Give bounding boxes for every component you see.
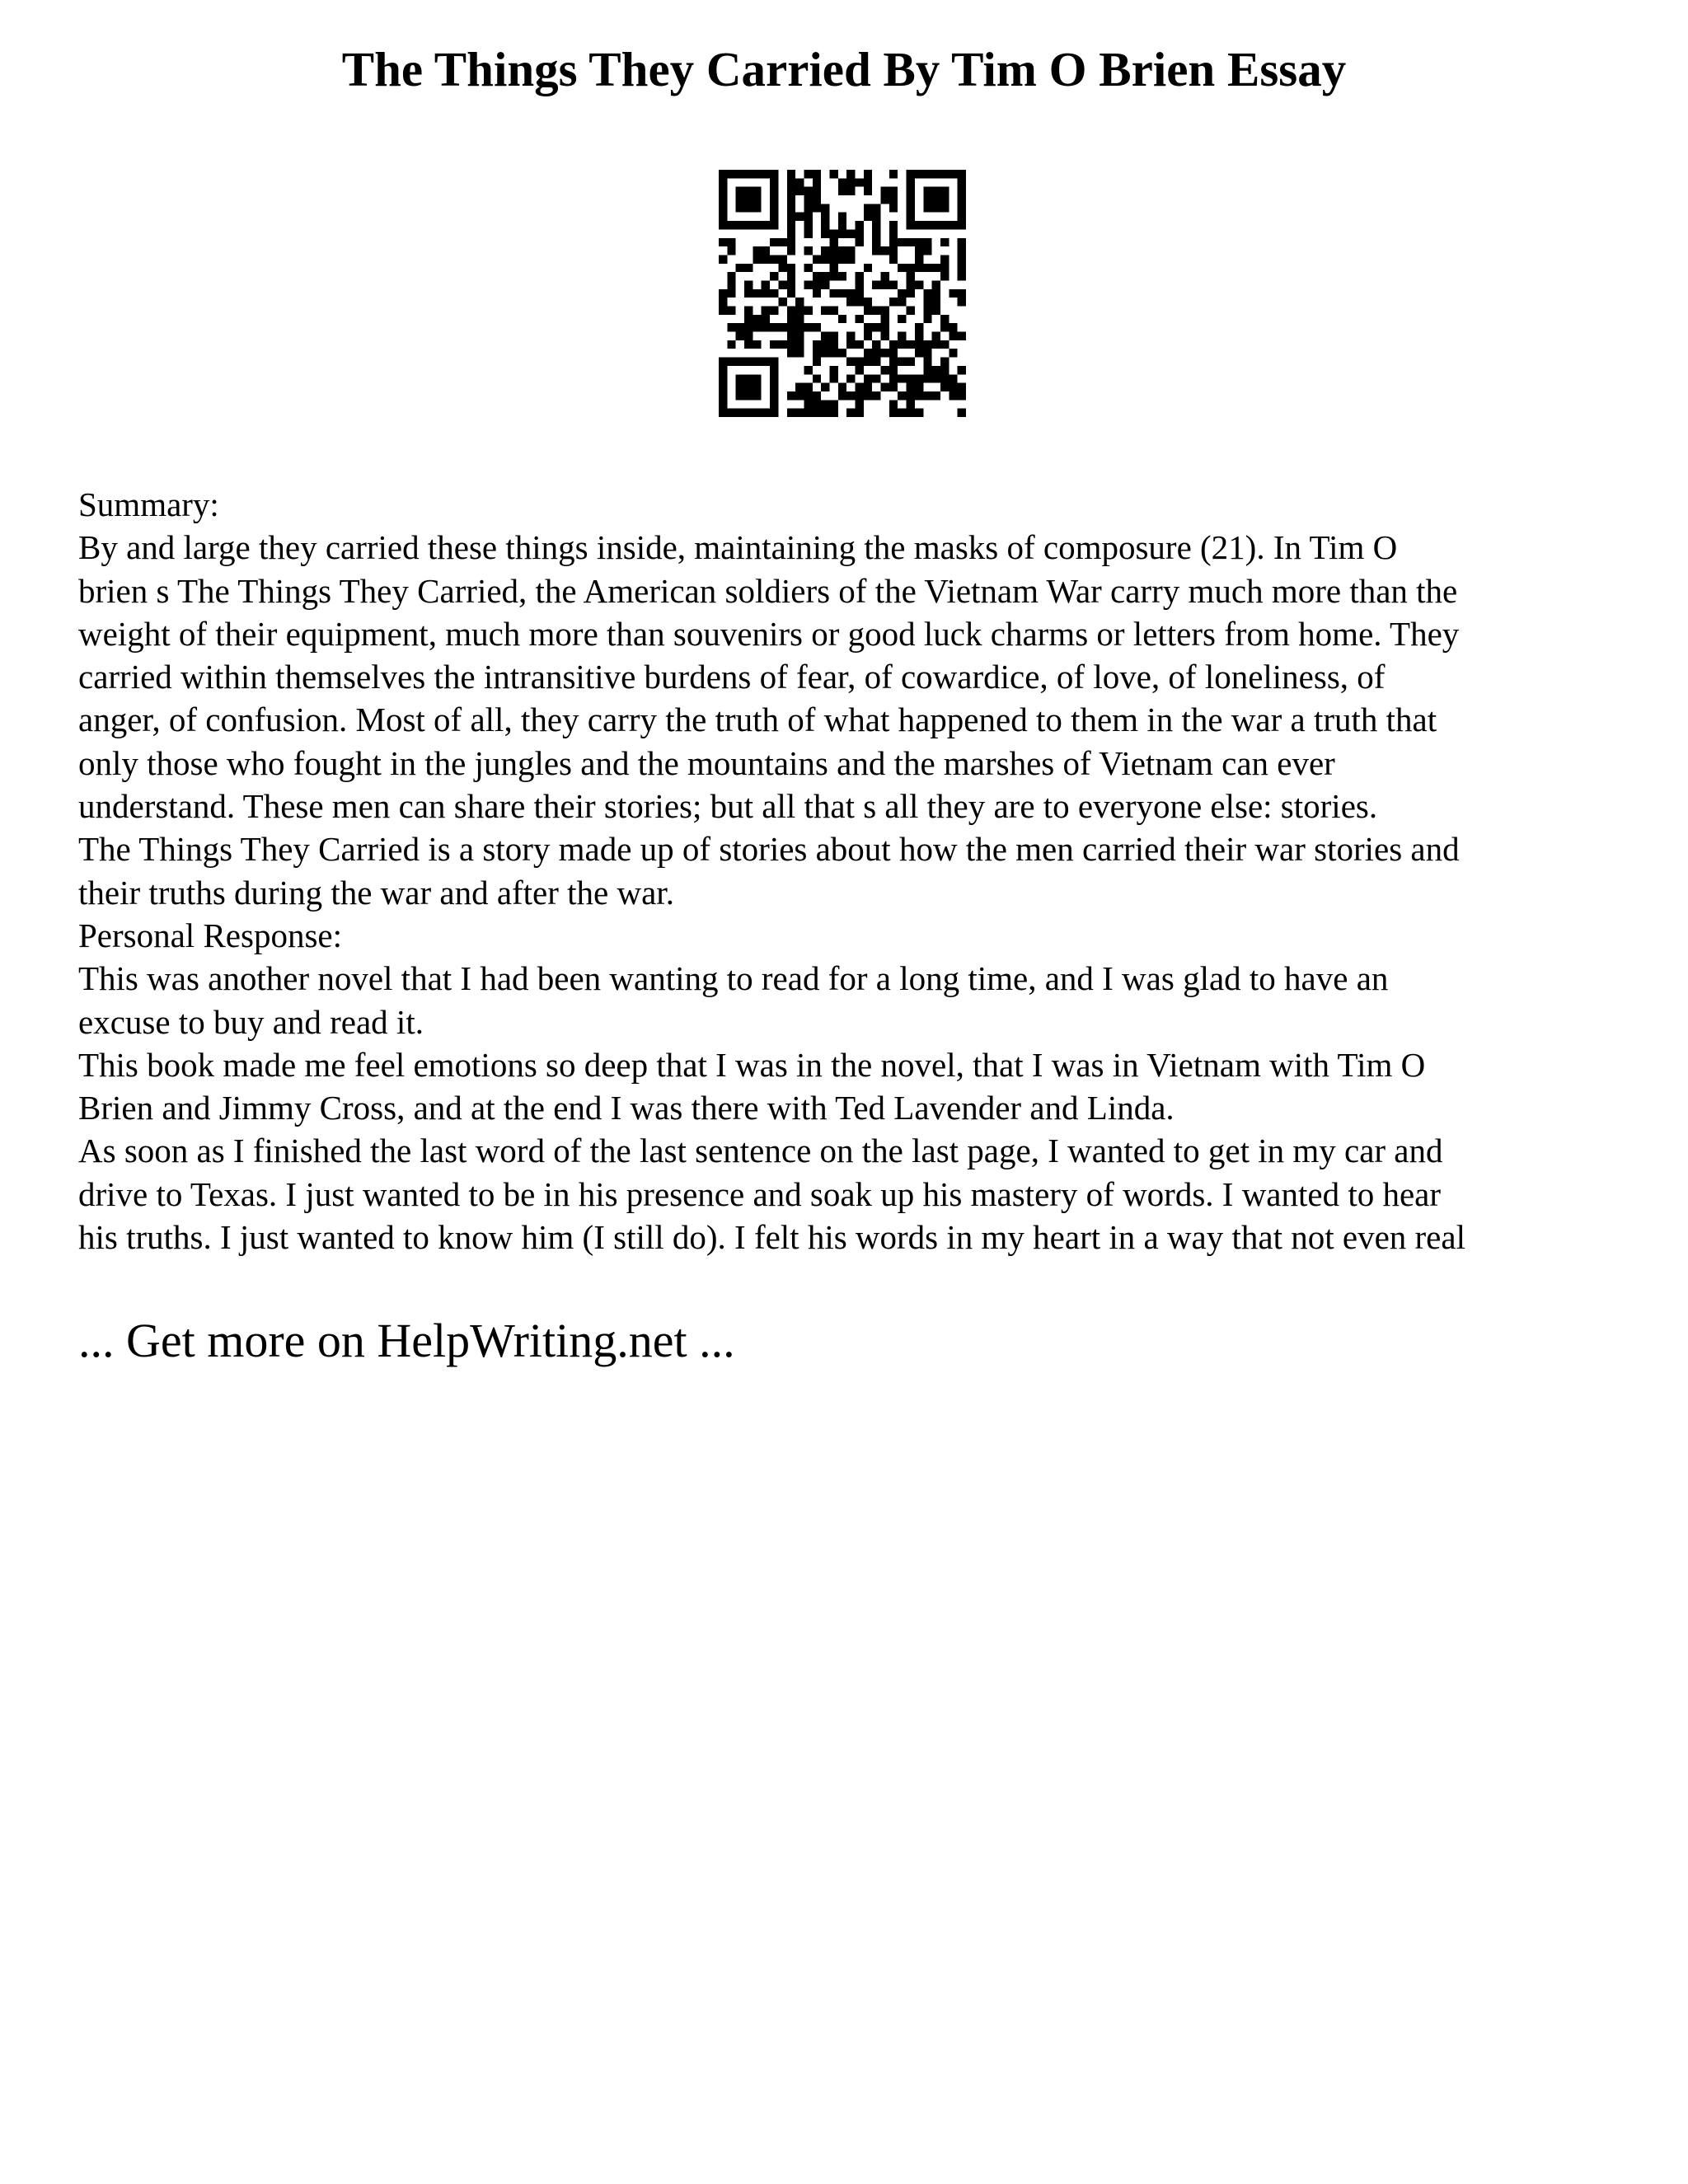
personal-response-heading: Personal Response: [78,916,342,954]
qr-code-graphic [719,170,966,417]
body-line: drive to Texas. I just wanted to be in his presence and soak up his mastery of words. I wanted to hear [78,1174,1442,1213]
page-title: The Things They Carried By Tim O Brien Essay [341,42,1347,96]
body-line: their truths during the war and after the war. [78,873,674,912]
qr-code-icon[interactable] [719,170,966,417]
body-line: The Things They Carried is a story made up of stories about how the men carried their war stories and [78,830,1460,869]
body-line: excuse to buy and read it. [78,1002,424,1041]
summary-heading: Summary: [78,485,219,523]
body-line: By and large they carried these things inside, maintaining the masks of composure (21). In Tim O [78,528,1398,567]
body-line: This was another novel that I had been wanting to read for a long time, and I was glad to have an [78,959,1389,998]
body-line: weight of their equipment, much more than souvenirs or good luck charms or letters from home. They [78,614,1460,653]
body-line: brien s The Things They Carried, the American soldiers of the Vietnam War carry much more than the [78,571,1458,610]
body-line: understand. These men can share their stories; but all that s all they are to everyone else: stories. [78,787,1378,826]
body-line: This book made me feel emotions so deep that I was in the novel, that I was in Vietnam with Tim O [78,1045,1426,1084]
body-line: anger, of confusion. Most of all, they carry the truth of what happened to them in the war a truth that [78,701,1437,739]
essay-body [78,483,1644,1258]
get-more-link[interactable]: ... Get more on HelpWriting.net ... [78,1314,735,1367]
body-line: As soon as I finished the last word of the last sentence on the last page, I wanted to get in my car and [78,1132,1443,1170]
body-line: his truths. I just wanted to know him (I still do). I felt his words in my heart in a way that not even real [78,1218,1465,1257]
body-line: carried within themselves the intransitive burdens of fear, of cowardice, of love, of loneliness, of [78,658,1386,696]
body-line: only those who fought in the jungles and the mountains and the marshes of Vietnam can ever [78,743,1335,782]
body-line: Brien and Jimmy Cross, and at the end I was there with Ted Lavender and Linda. [78,1089,1175,1127]
